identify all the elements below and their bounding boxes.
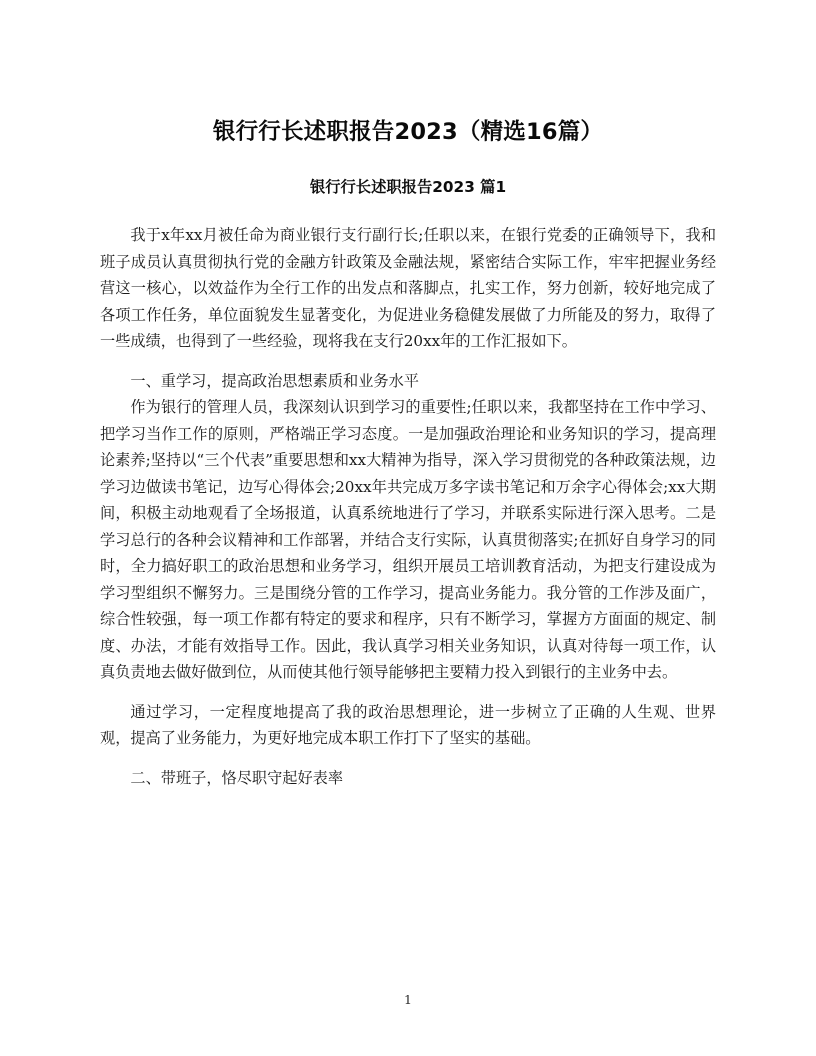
body-paragraph: 我于x年xx月被任命为商业银行支行副行长;任职以来，在银行党委的正确领导下，我和班子成员认真贯彻执行党的金融方针政策及金融法规，紧密结合实际工作，牢牢把握业务经营这一核心，以效益作为全行工作的出发点和落脚点，扎实工作，努力创新，较好地完成了各项工作任务，单位面貌发生显著变化，为促进业务稳健发展做了力所能及的努力，取得了一些成绩，也得到了一些经验，现将我在支行20xx年的工作汇报如下。 [100,226,716,350]
section-heading-2: 二、带班子，恪尽职守起好表率 [130,768,344,787]
page-number: 1 [404,992,412,1007]
body-paragraph: 通过学习，一定程度地提高了我的政治思想理论，进一步树立了正确的人生观、世界观，提高了业务能力，为更好地完成本职工作打下了坚实的基础。 [100,702,716,747]
document-body [100,198,716,791]
section-heading-1: 一、重学习，提高政治思想素质和业务水平 [130,371,419,390]
body-paragraph: 作为银行的管理人员，我深刻认识到学习的重要性;任职以来，我都坚持在工作中学习、把学习当作工作的原则，严格端正学习态度。一是加强政治理论和业务知识的学习，提高理论素养;坚持以“三个代表”重要思想和xx大精神为指导，深入学习贯彻党的各种政策法规，边学习边做读书笔记，边写心得体会;20xx年共完成万多字读书笔记和万余字心得体会;xx大期间，积极主动地观看了全场报道，认真系统地进行了学习，并联系实际进行深入思考。二是学习总行的各种会议精神和工作部署，并结合支行实际，认真贯彻落实;在抓好自身学习的同时，全力搞好职工的政治思想和业务学习，组织开展员工培训教育活动，为把支行建设成为学习型组织不懈努力。三是围绕分管的工作学习，提高业务能力。我分管的工作涉及面广，综合性较强，每一项工作都有特定的要求和程序，只有不断学习，掌握方方面面的规定、制度、办法，才能有效指导工作。因此，我认真学习相关业务知识，认真对待每一项工作，认真负责地去做好做到位，从而使其他行领导能够把主要精力投入到银行的主业务中去。 [100,398,716,681]
document-subtitle: 银行行长述职报告2023 篇1 [309,178,507,197]
page-title: 银行行长述职报告2023（精选16篇） [212,119,604,145]
document-content [100,0,716,791]
